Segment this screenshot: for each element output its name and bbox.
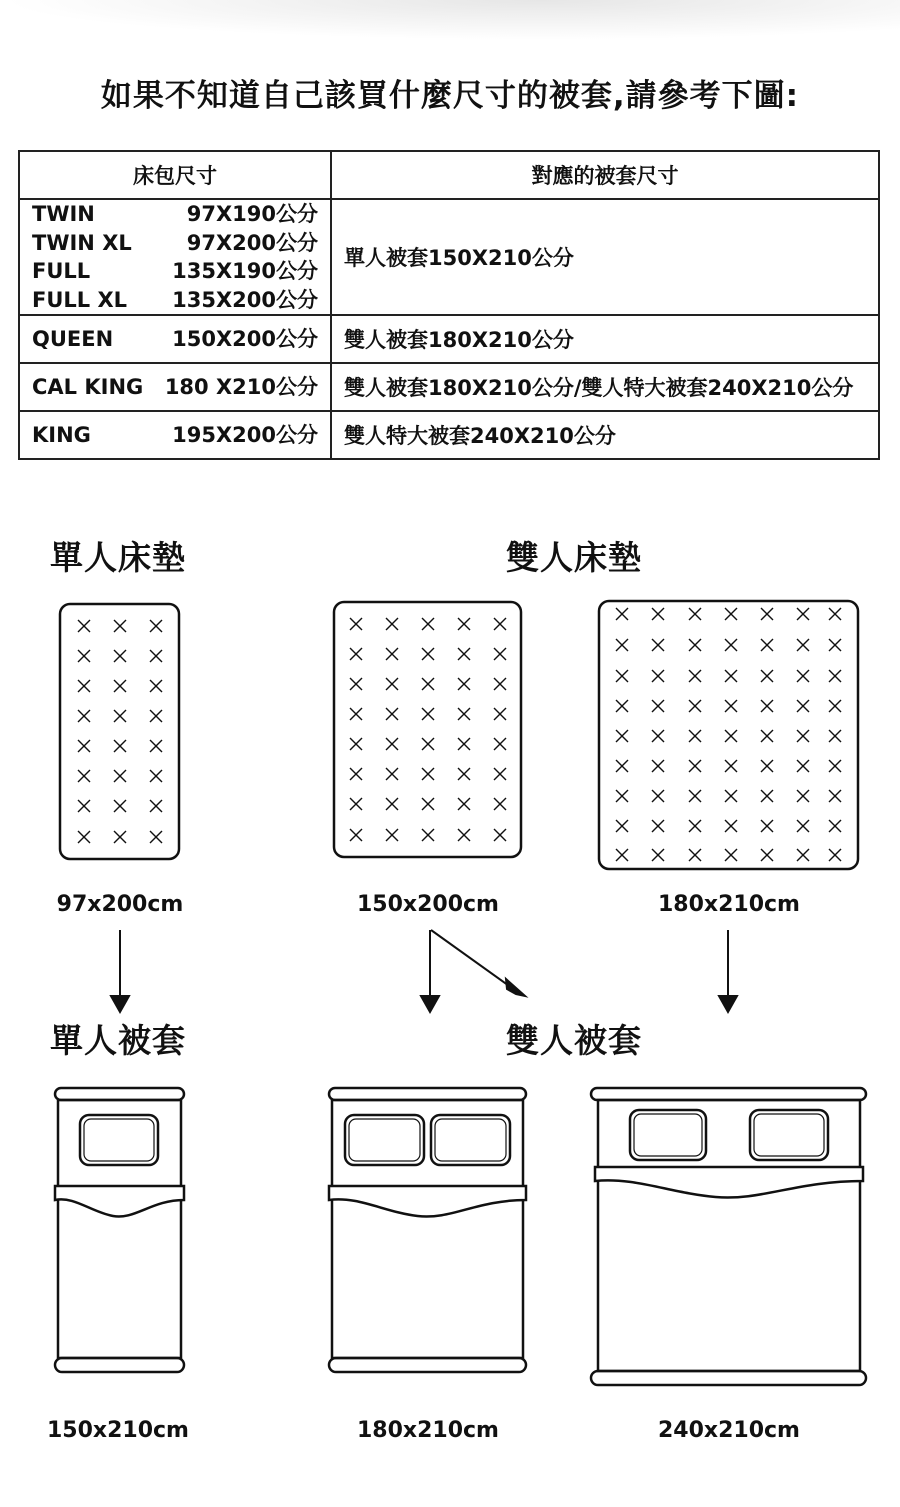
quilt-cross-icon	[114, 770, 126, 782]
cover-cell: 雙人被套180X210公分	[331, 315, 879, 363]
quilt-cross-icon	[458, 618, 470, 630]
mattress-single-icon	[60, 604, 179, 859]
quilt-cross-icon	[829, 700, 841, 712]
quilt-cross-icon	[797, 820, 809, 832]
arrow-down-icon	[719, 930, 737, 1012]
quilt-cross-icon	[725, 790, 737, 802]
quilt-cross-icon	[114, 831, 126, 843]
quilt-cross-icon	[829, 820, 841, 832]
quilt-cross-icon	[652, 730, 664, 742]
quilt-cross-icon	[422, 768, 434, 780]
quilt-cross-icon	[150, 650, 162, 662]
quilt-cross-icon	[689, 639, 701, 651]
double-mattress-title: 雙人床墊	[506, 538, 642, 577]
quilt-cross-icon	[78, 740, 90, 752]
quilt-cross-icon	[652, 700, 664, 712]
quilt-cross-icon	[652, 820, 664, 832]
quilt-cross-icon	[350, 768, 362, 780]
pillow-icon	[80, 1115, 158, 1165]
quilt-cross-icon	[616, 849, 628, 861]
quilt-cross-icon	[689, 730, 701, 742]
quilt-cross-icon	[78, 650, 90, 662]
cover-cell: 雙人被套180X210公分/雙人特大被套240X210公分	[331, 363, 879, 411]
quilt-cross-icon	[78, 710, 90, 722]
quilt-cross-icon	[150, 800, 162, 812]
mattress-size-label: 97x200cm	[56, 892, 184, 917]
quilt-cross-icon	[689, 790, 701, 802]
quilt-cross-icon	[150, 680, 162, 692]
quilt-cross-icon	[652, 608, 664, 620]
quilt-cross-icon	[350, 798, 362, 810]
quilt-cross-icon	[422, 618, 434, 630]
quilt-cross-icon	[616, 820, 628, 832]
quilt-cross-icon	[114, 710, 126, 722]
mattress-size-label: 150x200cm	[356, 892, 499, 917]
cover-size-label: 150x210cm	[46, 1418, 189, 1443]
quilt-cross-icon	[494, 648, 506, 660]
quilt-cross-icon	[616, 760, 628, 772]
cover-size-label: 180x210cm	[356, 1418, 499, 1443]
mattress-size: 97X200公分	[186, 230, 318, 255]
quilt-cross-icon	[761, 820, 773, 832]
quilt-cross-icon	[689, 608, 701, 620]
quilt-cross-icon	[114, 620, 126, 632]
quilt-cross-icon	[386, 648, 398, 660]
quilt-cross-icon	[350, 738, 362, 750]
quilt-cross-icon	[350, 678, 362, 690]
mattress-size: 180 X210公分	[164, 375, 318, 399]
quilt-cross-icon	[458, 829, 470, 841]
bed-double-icon	[329, 1088, 526, 1372]
quilt-cross-icon	[829, 730, 841, 742]
quilt-cross-icon	[725, 608, 737, 620]
quilt-cross-icon	[689, 760, 701, 772]
quilt-cross-icon	[797, 608, 809, 620]
pillow-icon	[630, 1110, 706, 1160]
quilt-cross-icon	[422, 829, 434, 841]
quilt-cross-icon	[386, 829, 398, 841]
arrow-down-icon	[111, 930, 129, 1012]
quilt-cross-icon	[422, 708, 434, 720]
cover-cell: 雙人特大被套240X210公分	[331, 411, 879, 459]
quilt-cross-icon	[829, 760, 841, 772]
header-cover-size: 對應的被套尺寸	[331, 151, 879, 199]
quilt-cross-icon	[689, 670, 701, 682]
quilt-cross-icon	[652, 639, 664, 651]
mattress-name: TWIN	[32, 202, 95, 226]
quilt-cross-icon	[616, 608, 628, 620]
quilt-cross-icon	[725, 730, 737, 742]
quilt-cross-icon	[761, 790, 773, 802]
quilt-cross-icon	[829, 670, 841, 682]
quilt-cross-icon	[386, 768, 398, 780]
mattress-size: 135X190公分	[172, 259, 318, 283]
mattress-name: QUEEN	[32, 327, 114, 351]
quilt-cross-icon	[761, 670, 773, 682]
pillow-icon	[750, 1110, 828, 1160]
quilt-cross-icon	[458, 738, 470, 750]
mattress-size: 195X200公分	[172, 423, 318, 447]
quilt-cross-icon	[494, 768, 506, 780]
quilt-cross-icon	[689, 700, 701, 712]
mattress-name: TWIN XL	[32, 230, 132, 255]
quilt-cross-icon	[150, 740, 162, 752]
page-heading: 如果不知道自己該買什麼尺寸的被套,請參考下圖:	[100, 78, 800, 114]
quilt-cross-icon	[616, 790, 628, 802]
mattress-size-label: 180x210cm	[657, 892, 800, 917]
quilt-cross-icon	[494, 798, 506, 810]
quilt-cross-icon	[829, 639, 841, 651]
quilt-cross-icon	[386, 618, 398, 630]
quilt-cross-icon	[78, 831, 90, 843]
quilt-cross-icon	[761, 639, 773, 651]
quilt-cross-icon	[386, 678, 398, 690]
quilt-cross-icon	[494, 738, 506, 750]
quilt-cross-icon	[494, 708, 506, 720]
quilt-cross-icon	[458, 708, 470, 720]
quilt-cross-icon	[829, 849, 841, 861]
quilt-cross-icon	[616, 670, 628, 682]
quilt-cross-icon	[78, 620, 90, 632]
quilt-cross-icon	[422, 648, 434, 660]
arrow-diagonal-icon	[431, 930, 525, 996]
quilt-cross-icon	[761, 730, 773, 742]
bed-king-icon	[591, 1088, 866, 1385]
cover-cell: 單人被套150X210公分	[331, 199, 879, 315]
mattress-name: FULL XL	[32, 287, 128, 312]
quilt-cross-icon	[422, 798, 434, 810]
header-mattress-size: 床包尺寸	[19, 151, 331, 199]
quilt-cross-icon	[114, 680, 126, 692]
quilt-cross-icon	[797, 790, 809, 802]
quilt-cross-icon	[616, 700, 628, 712]
mattress-size: 150X200公分	[172, 327, 318, 351]
quilt-cross-icon	[78, 800, 90, 812]
quilt-cross-icon	[78, 680, 90, 692]
quilt-cross-icon	[797, 700, 809, 712]
quilt-cross-icon	[725, 670, 737, 682]
quilt-cross-icon	[422, 678, 434, 690]
quilt-cross-icon	[797, 670, 809, 682]
arrow-down-icon	[421, 930, 439, 1012]
blanket-fold	[55, 1186, 184, 1217]
quilt-cross-icon	[829, 790, 841, 802]
quilt-cross-icon	[761, 608, 773, 620]
quilt-cross-icon	[652, 670, 664, 682]
quilt-cross-icon	[422, 738, 434, 750]
quilt-cross-icon	[78, 770, 90, 782]
double-cover-title: 雙人被套	[506, 1021, 642, 1060]
pillow-icon	[431, 1115, 510, 1165]
quilt-cross-icon	[761, 700, 773, 712]
quilt-cross-icon	[797, 730, 809, 742]
quilt-cross-icon	[494, 829, 506, 841]
quilt-cross-icon	[616, 730, 628, 742]
pillow-icon	[345, 1115, 424, 1165]
mattress-name: CAL KING	[32, 375, 144, 399]
quilt-cross-icon	[386, 738, 398, 750]
quilt-cross-icon	[494, 618, 506, 630]
quilt-cross-icon	[652, 760, 664, 772]
quilt-cross-icon	[761, 849, 773, 861]
quilt-cross-icon	[797, 849, 809, 861]
quilt-cross-icon	[458, 798, 470, 810]
quilt-cross-icon	[114, 740, 126, 752]
cover-size-label: 240x210cm	[657, 1418, 800, 1443]
quilt-cross-icon	[150, 831, 162, 843]
quilt-cross-icon	[829, 608, 841, 620]
quilt-cross-icon	[150, 620, 162, 632]
quilt-cross-icon	[150, 710, 162, 722]
quilt-cross-icon	[458, 768, 470, 780]
quilt-cross-icon	[458, 648, 470, 660]
quilt-cross-icon	[761, 760, 773, 772]
quilt-cross-icon	[114, 650, 126, 662]
quilt-cross-icon	[616, 639, 628, 651]
mattress-name: KING	[32, 423, 91, 447]
quilt-cross-icon	[725, 639, 737, 651]
mattress-name: FULL	[32, 259, 91, 283]
quilt-cross-icon	[114, 800, 126, 812]
quilt-cross-icon	[350, 618, 362, 630]
bed-single-icon	[55, 1088, 184, 1372]
quilt-cross-icon	[350, 708, 362, 720]
quilt-cross-icon	[652, 849, 664, 861]
quilt-cross-icon	[652, 790, 664, 802]
blanket-fold	[595, 1167, 863, 1198]
quilt-cross-icon	[150, 770, 162, 782]
mattress-size: 97X190公分	[186, 202, 318, 226]
quilt-cross-icon	[797, 639, 809, 651]
blanket-fold	[329, 1186, 526, 1217]
quilt-cross-icon	[386, 798, 398, 810]
quilt-cross-icon	[350, 829, 362, 841]
quilt-cross-icon	[689, 820, 701, 832]
quilt-cross-icon	[725, 760, 737, 772]
single-mattress-title: 單人床墊	[50, 538, 186, 577]
quilt-cross-icon	[494, 678, 506, 690]
quilt-cross-icon	[458, 678, 470, 690]
quilt-cross-icon	[725, 700, 737, 712]
quilt-cross-icon	[350, 648, 362, 660]
quilt-cross-icon	[689, 849, 701, 861]
mattress-double-icon	[334, 602, 521, 857]
mattress-size: 135X200公分	[172, 287, 318, 312]
quilt-cross-icon	[386, 708, 398, 720]
quilt-cross-icon	[725, 849, 737, 861]
single-cover-title: 單人被套	[50, 1021, 186, 1060]
quilt-cross-icon	[797, 760, 809, 772]
quilt-cross-icon	[725, 820, 737, 832]
